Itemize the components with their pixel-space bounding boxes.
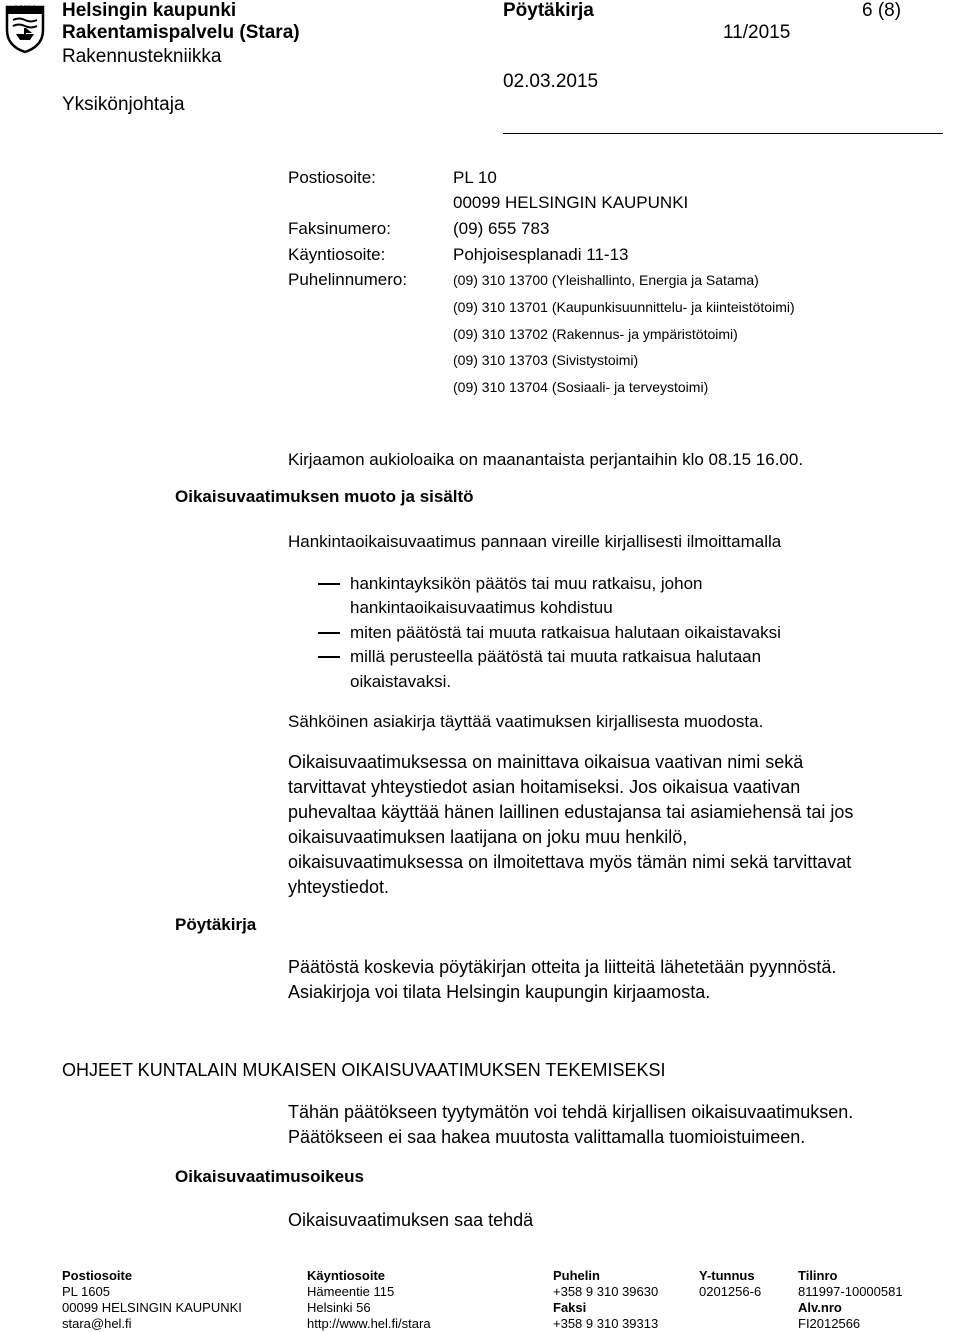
- bullet-dash: [318, 583, 340, 585]
- office-hours: Kirjaamon aukioloaika on maanantaista perjantaihin klo 08.15 16.00.: [288, 450, 804, 469]
- footer-phone: +358 9 310 39630: [553, 1284, 659, 1299]
- footer-email: stara@hel.fi: [62, 1316, 132, 1331]
- paragraph-line: puhevaltaa käyttää hänen laillinen edustajansa tai asiamiehensä tai jos: [288, 802, 854, 822]
- instructions-title: OHJEET KUNTALAIN MUKAISEN OIKAISUVAATIMUKSEN TEKEMISEKSI: [62, 1060, 666, 1080]
- section-heading-form: Oikaisuvaatimuksen muoto ja sisältö: [175, 487, 474, 506]
- paragraph-line: oikaisuvaatimuksen laatijana on joku muu henkilö,: [288, 827, 688, 847]
- fax-value: (09) 655 783: [453, 219, 550, 238]
- bullet-item: millä perusteella päätöstä tai muuta ratkaisua halutaan: [350, 647, 762, 666]
- footer-phone-label: Puhelin: [553, 1268, 600, 1283]
- header-rule: [503, 133, 943, 134]
- form-intro: Hankintaoikaisuvaatimus pannaan vireille kirjallisesti ilmoittamalla: [288, 532, 782, 551]
- paragraph-line: Oikaisuvaatimuksessa on mainittava oikaisua vaativan nimi sekä: [288, 752, 804, 772]
- document-type: Pöytäkirja: [503, 0, 594, 21]
- instructions-line: Päätökseen ei saa hakea muutosta valittamalla tuomioistuimeen.: [288, 1127, 806, 1147]
- right-text: Oikaisuvaatimuksen saa tehdä: [288, 1210, 534, 1230]
- bullet-dash: [318, 632, 340, 634]
- electronic-document-note: Sähköinen asiakirja täyttää vaatimuksen kirjallisesta muodosta.: [288, 712, 764, 731]
- helsinki-coat-of-arms-logo: [4, 4, 46, 54]
- section-heading-right: Oikaisuvaatimusoikeus: [175, 1167, 364, 1186]
- footer-website: http://www.hel.fi/stara: [307, 1316, 431, 1331]
- footer-business-id-label: Y-tunnus: [699, 1268, 755, 1283]
- phone-line: (09) 310 13700 (Yleishallinto, Energia ja Satama): [453, 272, 759, 288]
- page-number: 6 (8): [862, 0, 902, 21]
- phone-label: Puhelinnumero:: [288, 270, 408, 289]
- bullet-item: miten päätöstä tai muuta ratkaisua halutaan oikaistavaksi: [350, 623, 781, 642]
- unit-name: Rakentamispalvelu (Stara): [62, 22, 300, 43]
- postal-line2: 00099 HELSINGIN KAUPUNKI: [453, 193, 689, 212]
- department-name: Rakennustekniikka: [62, 46, 222, 67]
- footer-postal-line: 00099 HELSINGIN KAUPUNKI: [62, 1300, 242, 1315]
- bullet-item-continued: hankintaoikaisuvaatimus kohdistuu: [350, 598, 613, 617]
- phone-line: (09) 310 13701 (Kaupunkisuunnittelu- ja kiinteistötoimi): [453, 299, 795, 315]
- footer-account: 811997-10000581: [798, 1284, 903, 1299]
- minutes-line: Asiakirjoja voi tilata Helsingin kaupungin kirjaamosta.: [288, 982, 711, 1002]
- bullet-item: hankintayksikön päätös tai muu ratkaisu, johon: [350, 574, 703, 593]
- footer-business-id: 0201256-6: [699, 1284, 762, 1299]
- minutes-line: Päätöstä koskevia pöytäkirjan otteita ja liitteitä lähetetään pyynnöstä.: [288, 957, 837, 977]
- document-number: 11/2015: [723, 22, 791, 43]
- bullet-dash: [318, 656, 340, 658]
- footer-vat-label: Alv.nro: [798, 1300, 842, 1315]
- footer-fax: +358 9 310 39313: [553, 1316, 659, 1331]
- paragraph-line: yhteystiedot.: [288, 877, 390, 897]
- postal-label: Postiosoite:: [288, 168, 376, 187]
- instructions-line: Tähän päätökseen tyytymätön voi tehdä kirjallisen oikaisuvaatimuksen.: [288, 1102, 854, 1122]
- role-title: Yksikönjohtaja: [62, 94, 185, 115]
- footer-account-label: Tilinro: [798, 1268, 838, 1283]
- footer-visit-line: Helsinki 56: [307, 1300, 371, 1315]
- phone-line: (09) 310 13702 (Rakennus- ja ympäristötoimi): [453, 326, 738, 342]
- document-date: 02.03.2015: [503, 71, 599, 92]
- footer-vat: FI2012566: [798, 1316, 861, 1331]
- paragraph-line: tarvittavat yhteystiedot asian hoitamiseksi. Jos oikaisua vaativan: [288, 777, 801, 797]
- paragraph-line: oikaisuvaatimuksessa on ilmoitettava myös tämän nimi sekä tarvittavat: [288, 852, 852, 872]
- footer-visit-line: Hämeentie 115: [307, 1284, 395, 1299]
- visit-value: Pohjoisesplanadi 11-13: [453, 245, 629, 264]
- bullet-item-continued: oikaistavaksi.: [350, 672, 452, 691]
- footer-postal-line: PL 1605: [62, 1284, 110, 1299]
- city-name: Helsingin kaupunki: [62, 0, 237, 21]
- section-heading-minutes: Pöytäkirja: [175, 915, 257, 934]
- footer-postal-label: Postiosoite: [62, 1268, 133, 1283]
- visit-label: Käyntiosoite:: [288, 245, 386, 264]
- footer-visit-label: Käyntiosoite: [307, 1268, 386, 1283]
- footer-fax-label: Faksi: [553, 1300, 587, 1315]
- phone-line: (09) 310 13703 (Sivistystoimi): [453, 352, 639, 368]
- fax-label: Faksinumero:: [288, 219, 391, 238]
- postal-line1: PL 10: [453, 168, 497, 187]
- phone-line: (09) 310 13704 (Sosiaali- ja terveystoimi): [453, 379, 709, 395]
